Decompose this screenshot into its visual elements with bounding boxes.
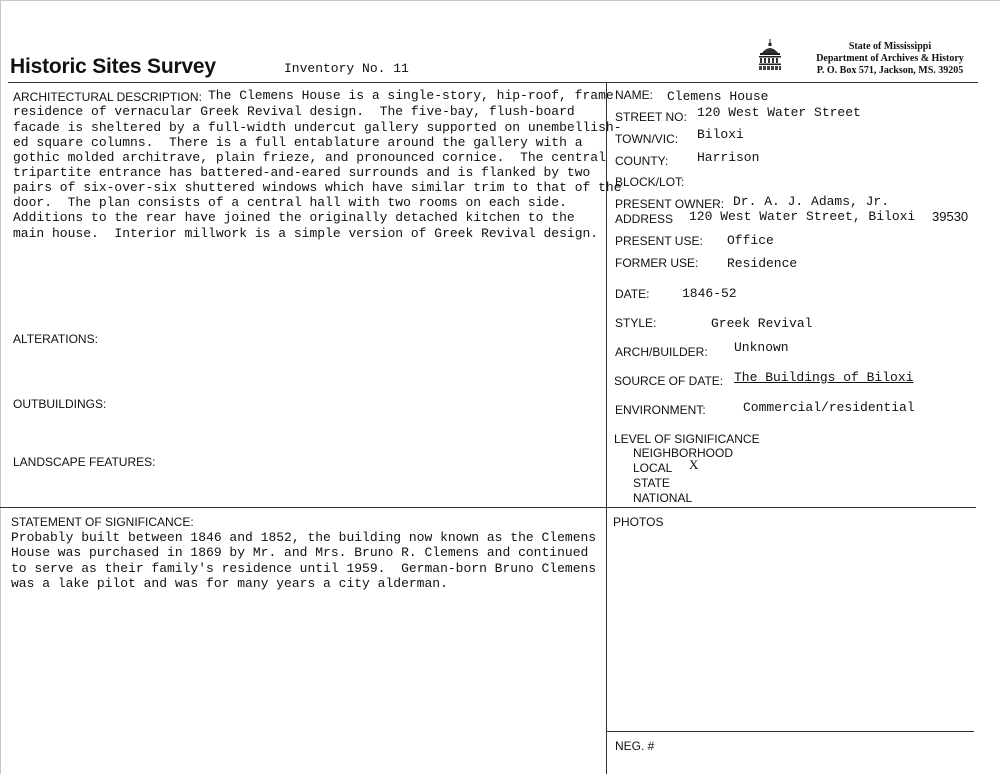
page-edge-top — [0, 0, 1000, 1]
capitol-seal-icon — [757, 38, 783, 72]
significance-local: LOCAL — [633, 461, 673, 475]
agency-block — [805, 41, 975, 77]
architectural-description-line-1: The Clemens House is a single-story, hip-roof, frame — [208, 88, 614, 103]
county-label: COUNTY: — [615, 154, 669, 168]
architectural-description-line-3: facade is sheltered by a full-width undercut gallery supported on unembellish- — [13, 120, 622, 135]
address-value: 120 West Water Street, Biloxi — [689, 209, 916, 224]
statement-line-1: Probably built between 1846 and 1852, the building now known as the Clemens — [11, 530, 597, 545]
level-of-significance-label: LEVEL OF SIGNIFICANCE — [614, 432, 760, 446]
environment-value: Commercial/residential — [743, 400, 915, 415]
photos-label: PHOTOS — [613, 515, 664, 529]
date-label: DATE: — [615, 287, 650, 301]
agency-address: P. O. Box 571, Jackson, MS. 39205 — [816, 65, 964, 76]
agency-state: State of Mississippi — [848, 41, 932, 52]
address-label: ADDRESS — [615, 212, 674, 226]
architectural-description-line-8: door. The plan consists of a central hall with two rooms on each side. — [13, 195, 567, 210]
architectural-description-line-7: pairs of six-over-six shuttered windows which have similar trim to that of the — [13, 180, 622, 195]
town-value: Biloxi — [697, 127, 744, 142]
source-of-date-label: SOURCE OF DATE: — [614, 374, 724, 388]
street-no-label: STREET NO: — [615, 110, 687, 124]
present-owner-label: PRESENT OWNER: — [615, 197, 725, 211]
former-use-value: Residence — [727, 256, 798, 271]
architectural-description-line-6: tripartite entrance has battered-and-eared surrounds and is flanked by two — [13, 165, 591, 180]
outbuildings-label: OUTBUILDINGS: — [13, 397, 107, 411]
present-owner-value: Dr. A. J. Adams, Jr. — [733, 194, 890, 209]
inventory-number: Inventory No. 11 — [284, 61, 409, 76]
statement-of-significance-label: STATEMENT OF SIGNIFICANCE: — [11, 515, 194, 529]
address-zip: 39530 — [932, 209, 969, 224]
architectural-description-line-10: main house. Interior millwork is a simple version of Greek Revival design. — [13, 226, 599, 241]
architectural-description-line-9: Additions to the rear have joined the originally detached kitchen to the — [13, 210, 575, 225]
town-label: TOWN/VIC: — [615, 132, 679, 146]
architectural-description-label: ARCHITECTURAL DESCRIPTION: — [13, 90, 202, 104]
header-rule-left — [8, 82, 606, 83]
architectural-description-line-4: ed square columns. There is a full entablature around the gallery with a — [13, 135, 583, 150]
header-rule-right — [606, 82, 978, 83]
statement-line-4: was a lake pilot and was for many years a city alderman. — [11, 576, 448, 591]
arch-builder-value: Unknown — [734, 340, 789, 355]
neg-rule — [606, 731, 974, 732]
form-title: Historic Sites Survey — [10, 55, 216, 78]
date-value: 1846-52 — [682, 286, 737, 301]
architectural-description-line-5: gothic molded architrave, plain frieze, and pronounced cornice. The central — [13, 150, 606, 165]
page-edge-left — [0, 0, 1, 774]
county-value: Harrison — [697, 150, 760, 165]
significance-national: NATIONAL — [633, 491, 693, 505]
street-no-value: 120 West Water Street — [697, 105, 861, 120]
landscape-features-label: LANDSCAPE FEATURES: — [13, 455, 156, 469]
style-value: Greek Revival — [711, 316, 813, 331]
present-use-label: PRESENT USE: — [615, 234, 703, 248]
name-label: NAME: — [615, 88, 654, 102]
block-lot-label: BLOCK/LOT: — [615, 175, 685, 189]
statement-line-3: to serve as their family's residence until 1959. German-born Bruno Clemens — [11, 561, 597, 576]
arch-builder-label: ARCH/BUILDER: — [615, 345, 708, 359]
agency-department: Department of Archives & History — [816, 53, 964, 64]
present-use-value: Office — [727, 233, 774, 248]
significance-neighborhood: NEIGHBORHOOD — [633, 446, 734, 460]
photos-area — [610, 532, 974, 727]
neg-number-label: NEG. # — [615, 739, 655, 753]
source-of-date-value: The Buildings of Biloxi — [734, 370, 914, 385]
name-value: Clemens House — [667, 89, 769, 104]
architectural-description-line-2: residence of vernacular Greek Revival design. The five-bay, flush-board — [13, 104, 575, 119]
former-use-label: FORMER USE: — [615, 256, 699, 270]
section-rule — [0, 507, 976, 508]
significance-state: STATE — [633, 476, 670, 490]
environment-label: ENVIRONMENT: — [615, 403, 706, 417]
alterations-label: ALTERATIONS: — [13, 332, 98, 346]
statement-line-2: House was purchased in 1869 by Mr. and Mrs. Bruno R. Clemens and continued — [11, 545, 589, 560]
significance-local-mark: X — [689, 457, 699, 472]
style-label: STYLE: — [615, 316, 657, 330]
